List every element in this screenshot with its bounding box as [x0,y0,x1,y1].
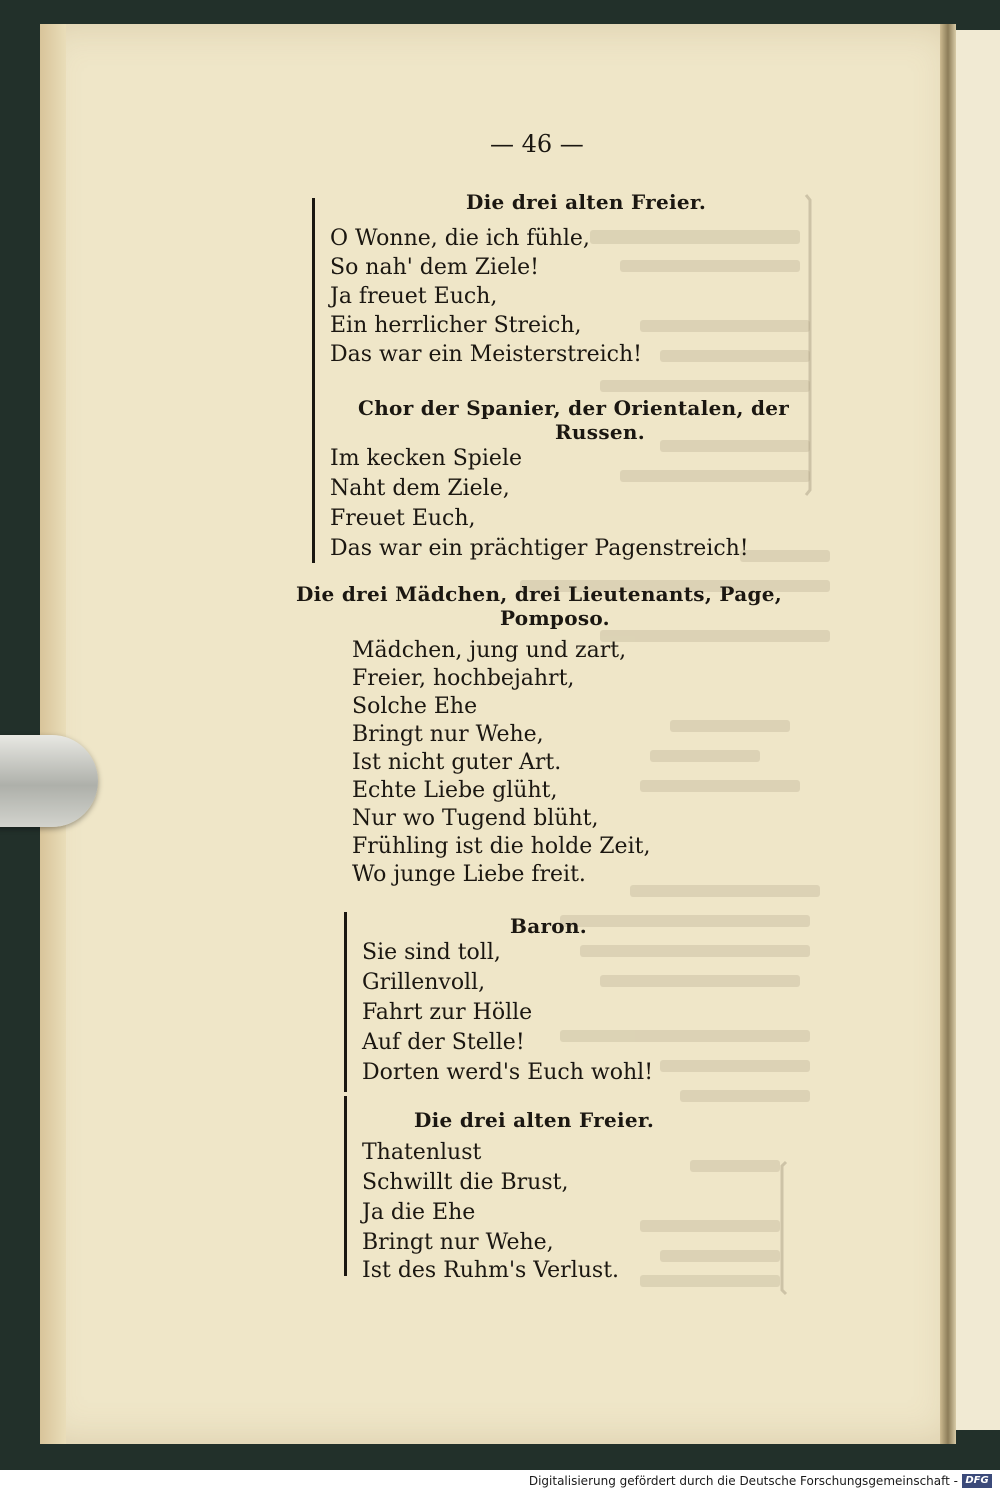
speaker-heading: Die drei Mädchen, drei Lieutenants, Page, [296,582,783,606]
page-number: — 46 — [490,130,584,158]
brace-block-5 [344,1096,347,1276]
verse-line: Fahrt zur Hölle [362,1000,533,1025]
verse-line: Grillenvoll, [362,970,486,995]
verse-line: Solche Ehe [352,694,478,719]
verse-line: Im kecken Spiele [330,446,522,471]
verse-line: So nah' dem Ziele! [330,255,539,280]
speaker-heading: Baron. [510,914,588,938]
brace-block-1 [312,198,315,398]
verse-line: Nur wo Tugend blüht, [352,806,599,831]
dfg-logo: DFG [962,1474,992,1488]
speaker-heading: Die drei alten Freier. [466,190,707,214]
book-gutter [940,24,956,1444]
verse-line: Ja freuet Euch, [330,284,498,309]
verse-line: Ist nicht guter Art. [352,750,562,775]
funding-notice: Digitalisierung gefördert durch die Deutsche Forschungsgemeinschaft - [528,1474,958,1488]
verse-line: Dorten werd's Euch wohl! [362,1060,654,1085]
verse-line: Frühling ist die holde Zeit, [352,834,651,859]
speaker-heading: Pomposo. [500,606,610,630]
verse-line: O Wonne, die ich fühle, [330,226,590,251]
verse-line: Ja die Ehe [362,1200,476,1225]
page-left-edge [40,24,66,1444]
verse-line: Auf der Stelle! [362,1030,525,1055]
speaker-heading: Chor der Spanier, der Orientalen, der [358,396,790,420]
verse-line: Sie sind toll, [362,940,501,965]
verse-line: Thatenlust [362,1140,482,1165]
verse-line: Mädchen, jung und zart, [352,638,627,663]
speaker-heading: Die drei alten Freier. [414,1108,655,1132]
verse-line: Naht dem Ziele, [330,476,510,501]
facing-page-edge [952,30,1000,1430]
verse-line: Bringt nur Wehe, [352,722,544,747]
speaker-heading: Russen. [555,420,646,444]
verse-line: Ein herrlicher Streich, [330,313,582,338]
verse-line: Freier, hochbejahrt, [352,666,575,691]
verse-line: Schwillt die Brust, [362,1170,569,1195]
verse-line: Das war ein Meisterstreich! [330,342,642,367]
verse-line: Echte Liebe glüht, [352,778,558,803]
brace-block-4 [344,912,347,1092]
verse-line: Das war ein prächtiger Pagenstreich! [330,536,749,561]
verse-line: Freuet Euch, [330,506,476,531]
brace-block-2 [312,398,315,563]
verse-line: Ist des Ruhm's Verlust. [362,1258,620,1283]
scanner-thumb-clip [0,735,98,827]
verse-line: Bringt nur Wehe, [362,1230,554,1255]
digitization-footer [0,1470,1000,1493]
verse-line: Wo junge Liebe freit. [352,862,586,887]
